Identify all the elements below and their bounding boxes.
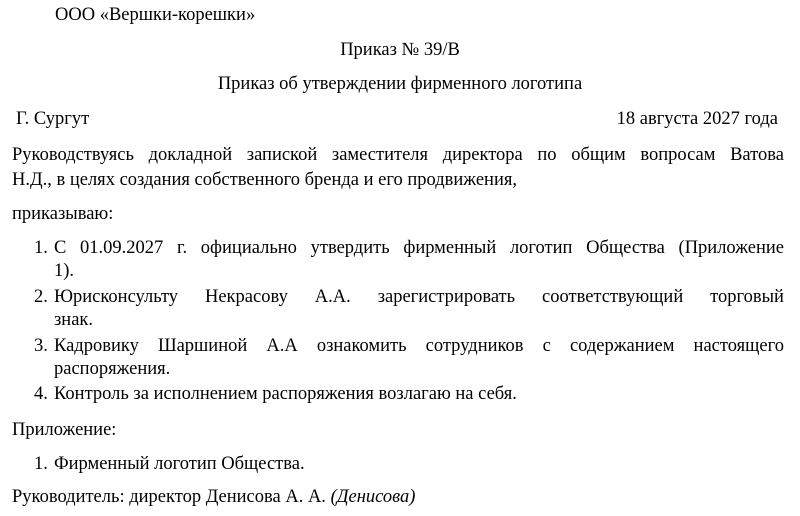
item-number: 4. [34, 384, 48, 404]
item-word: Общества [586, 238, 665, 258]
item-word: А.А. [314, 287, 351, 307]
item-word: содержанием [569, 336, 675, 356]
city: Г. Сургут [16, 109, 90, 129]
signature-label: Руководитель: директор Денисова А. А. [12, 487, 326, 507]
item-3-line-1 [54, 337, 784, 356]
item-word: фирменный [403, 238, 497, 258]
item-word: ознакомить [316, 336, 407, 356]
item-word: Шаршиной [157, 336, 248, 356]
item-word: 01.09.2027 [80, 238, 164, 258]
item-3-line-2: распоряжения. [54, 359, 171, 379]
preamble-word: запиской [246, 145, 318, 165]
item-number: 3. [34, 336, 48, 356]
preamble-word: директора [442, 145, 523, 165]
item-word: соответствующий [542, 287, 684, 307]
item-word: г. [176, 238, 188, 258]
preamble-line-1 [12, 146, 784, 165]
preamble-word: Руководствуясь [12, 145, 134, 165]
appendix-item-text: Фирменный логотип Общества. [54, 454, 305, 474]
order-date: 18 августа 2027 года [616, 109, 778, 129]
item-number: 2. [34, 287, 48, 307]
item-word: Некрасову [204, 287, 288, 307]
preamble-word: общим [571, 145, 626, 165]
order-title: Приказ об утверждении фирменного логотипа [217, 74, 583, 94]
item-word: утвердить [310, 238, 390, 258]
organization-name: ООО «Вершки-корешки» [55, 5, 256, 25]
order-word: приказываю: [12, 204, 114, 224]
appendix-item-number: 1. [34, 454, 48, 474]
handwritten-signature: (Денисова) [330, 487, 416, 507]
item-word: А.А [266, 336, 298, 356]
preamble-line-2: Н.Д., в целях создания собственного бренда и его продвижения, [12, 170, 517, 190]
item-1-line-1 [54, 239, 784, 258]
preamble-word: по [537, 145, 557, 165]
item-word: логотип [509, 238, 573, 258]
appendix-label: Приложение: [12, 420, 117, 440]
item-1-line-2: 1). [54, 261, 75, 281]
item-word: с [542, 336, 551, 356]
item-word: (Приложение [678, 238, 784, 258]
item-4-line-1: Контроль за исполнением распоряжения возлагаю на себя. [54, 384, 517, 404]
item-2-line-2: знак. [54, 310, 94, 330]
item-word: Кадровику [54, 336, 139, 356]
preamble-word: вопросам [640, 145, 716, 165]
item-word: настоящего [693, 336, 784, 356]
item-word: С [54, 238, 67, 258]
order-number: Приказ № 39/В [340, 40, 460, 60]
item-word: торговый [710, 287, 784, 307]
item-word: сотрудников [425, 336, 524, 356]
item-word: Юрисконсульту [54, 287, 179, 307]
item-number: 1. [34, 238, 48, 258]
preamble-word: Ватова [730, 145, 784, 165]
item-2-line-1 [54, 288, 784, 307]
preamble-word: докладной [148, 145, 233, 165]
signature-line [12, 488, 415, 507]
preamble-word: заместителя [331, 145, 429, 165]
item-word: официально [200, 238, 297, 258]
item-word: зарегистрировать [377, 287, 516, 307]
